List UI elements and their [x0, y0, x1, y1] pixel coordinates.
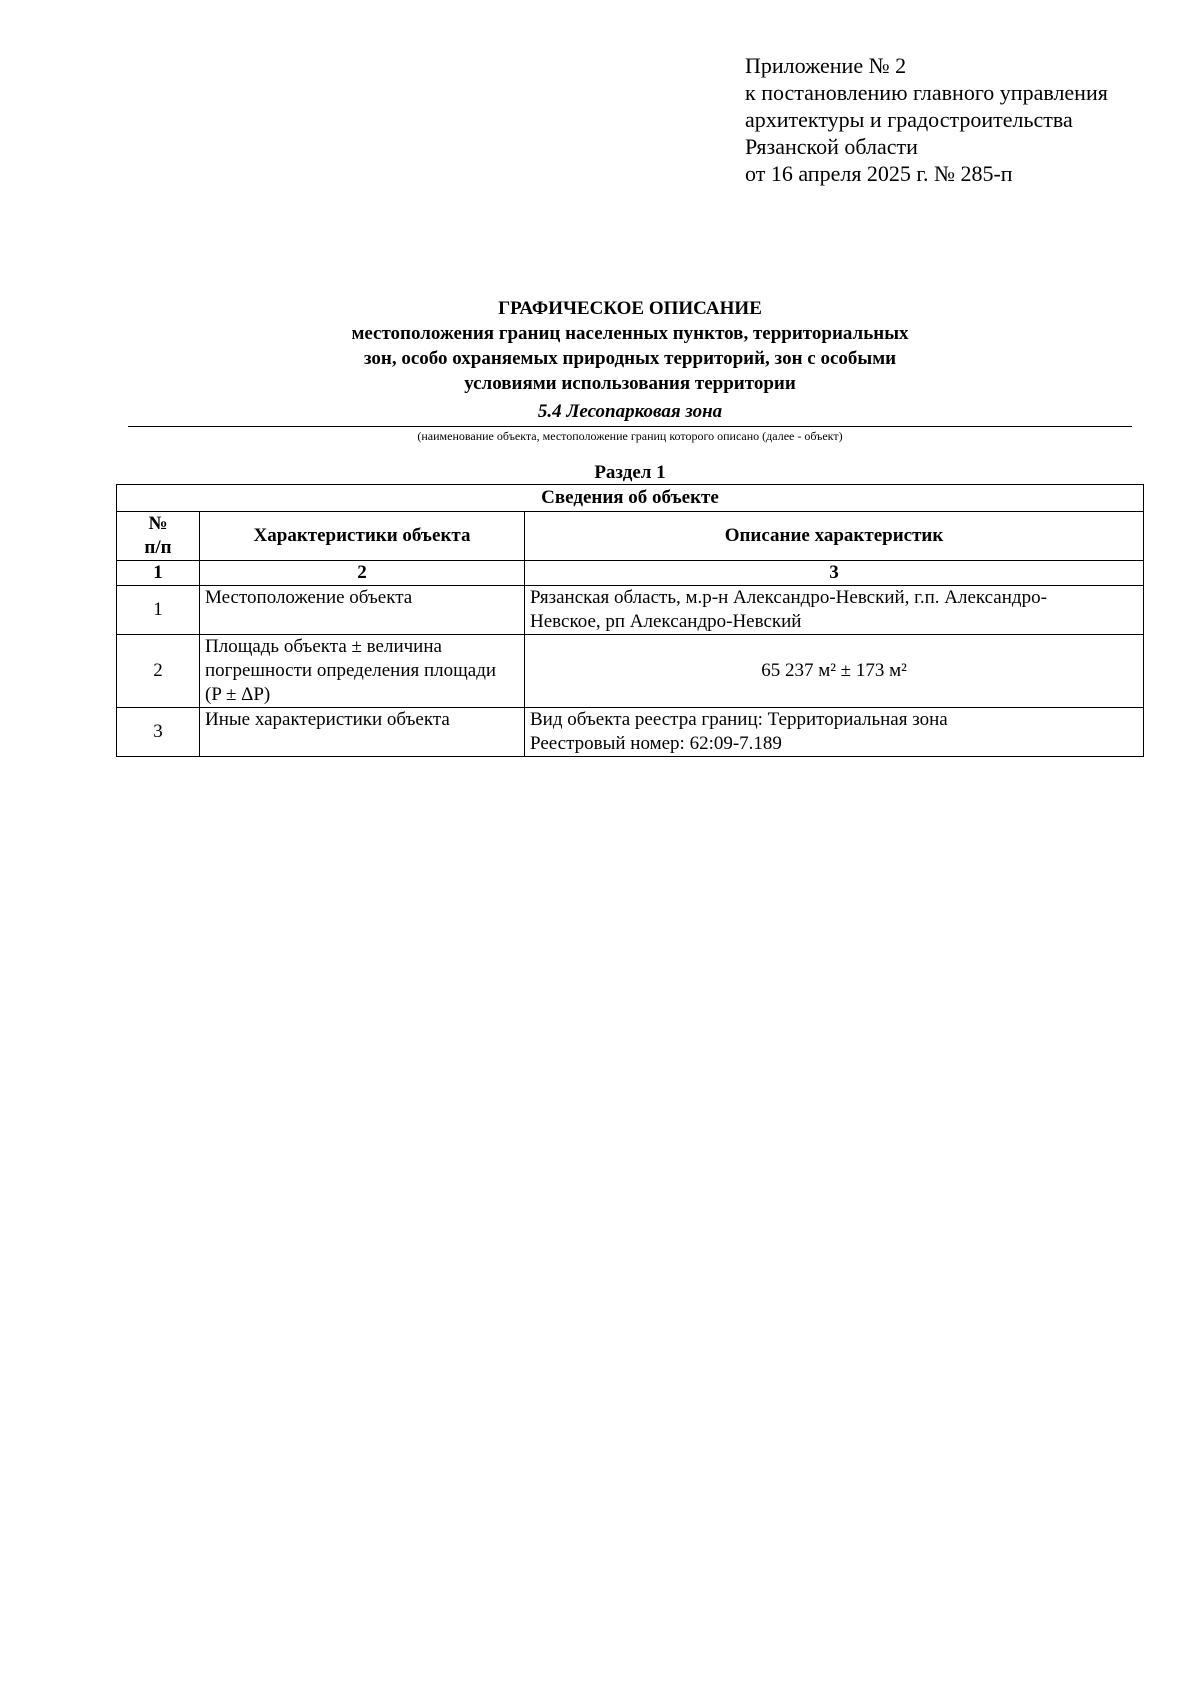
appendix-decree-line: к постановлению главного управления: [745, 80, 1108, 105]
row-description: 65 237 м² ± 173 м²: [525, 635, 1144, 708]
object-name-caption: (наименование объекта, местоположение границ которого описано (далее - объект): [417, 429, 843, 443]
document-title-line-4: условиями использования территории: [464, 373, 796, 394]
row-description: [525, 586, 1144, 635]
row-description: [525, 708, 1144, 757]
row-description-line: Рязанская область, м.р-н Александро-Невский, г.п. Александро-: [530, 587, 1047, 608]
header-description: Описание характеристик: [525, 512, 1144, 561]
row-number: 2: [117, 635, 200, 708]
document-title-line-3: зон, особо охраняемых природных территорий, зон с особыми: [363, 348, 897, 369]
appendix-number: Приложение № 2: [745, 53, 907, 78]
column-index-2: 2: [200, 561, 525, 586]
header-number: [117, 512, 200, 561]
column-index-1: 1: [117, 561, 200, 586]
document-title: [128, 296, 1132, 396]
appendix-reference: [745, 52, 1108, 187]
table-caption-row: [117, 485, 1144, 512]
row-characteristic: [200, 635, 525, 708]
table-row: [117, 635, 1144, 708]
document-title-line-2: местоположения границ населенных пунктов, территориальных: [351, 323, 909, 344]
row-characteristic: Иные характеристики объекта: [200, 708, 525, 757]
row-characteristic-line: (P ± ΔP): [205, 684, 271, 705]
appendix-region-line: Рязанской области: [745, 134, 918, 159]
row-description-line: Реестровый номер: 62:09-7.189: [530, 733, 782, 754]
column-index-row: [117, 561, 1144, 586]
row-characteristic-line: Площадь объекта ± величина: [205, 636, 442, 657]
appendix-authority-line: архитектуры и градостроительства: [745, 107, 1073, 132]
table-caption: Сведения об объекте: [117, 485, 1144, 512]
row-description-line: Вид объекта реестра границ: Территориальная зона: [530, 709, 948, 730]
section-title: Раздел 1: [594, 462, 666, 483]
header-characteristics: Характеристики объекта: [200, 512, 525, 561]
header-number-symbol: №: [148, 513, 168, 534]
document-title-main: ГРАФИЧЕСКОЕ ОПИСАНИЕ: [498, 298, 762, 319]
object-name: 5.4 Лесопарковая зона: [537, 401, 723, 422]
row-number: 1: [117, 586, 200, 635]
row-description-line: Невское, рп Александро-Невский: [530, 611, 802, 632]
column-index-3: 3: [525, 561, 1144, 586]
row-characteristic-line: погрешности определения площади: [205, 660, 497, 681]
row-number: 3: [117, 708, 200, 757]
table-header-row: [117, 512, 1144, 561]
object-info-table: [116, 484, 1144, 757]
row-characteristic: Местоположение объекта: [200, 586, 525, 635]
table-row: [117, 708, 1144, 757]
object-name-underline: [128, 426, 1132, 427]
header-number-label: п/п: [144, 537, 172, 558]
appendix-date-line: от 16 апреля 2025 г. № 285-п: [745, 161, 1013, 186]
table-row: [117, 586, 1144, 635]
